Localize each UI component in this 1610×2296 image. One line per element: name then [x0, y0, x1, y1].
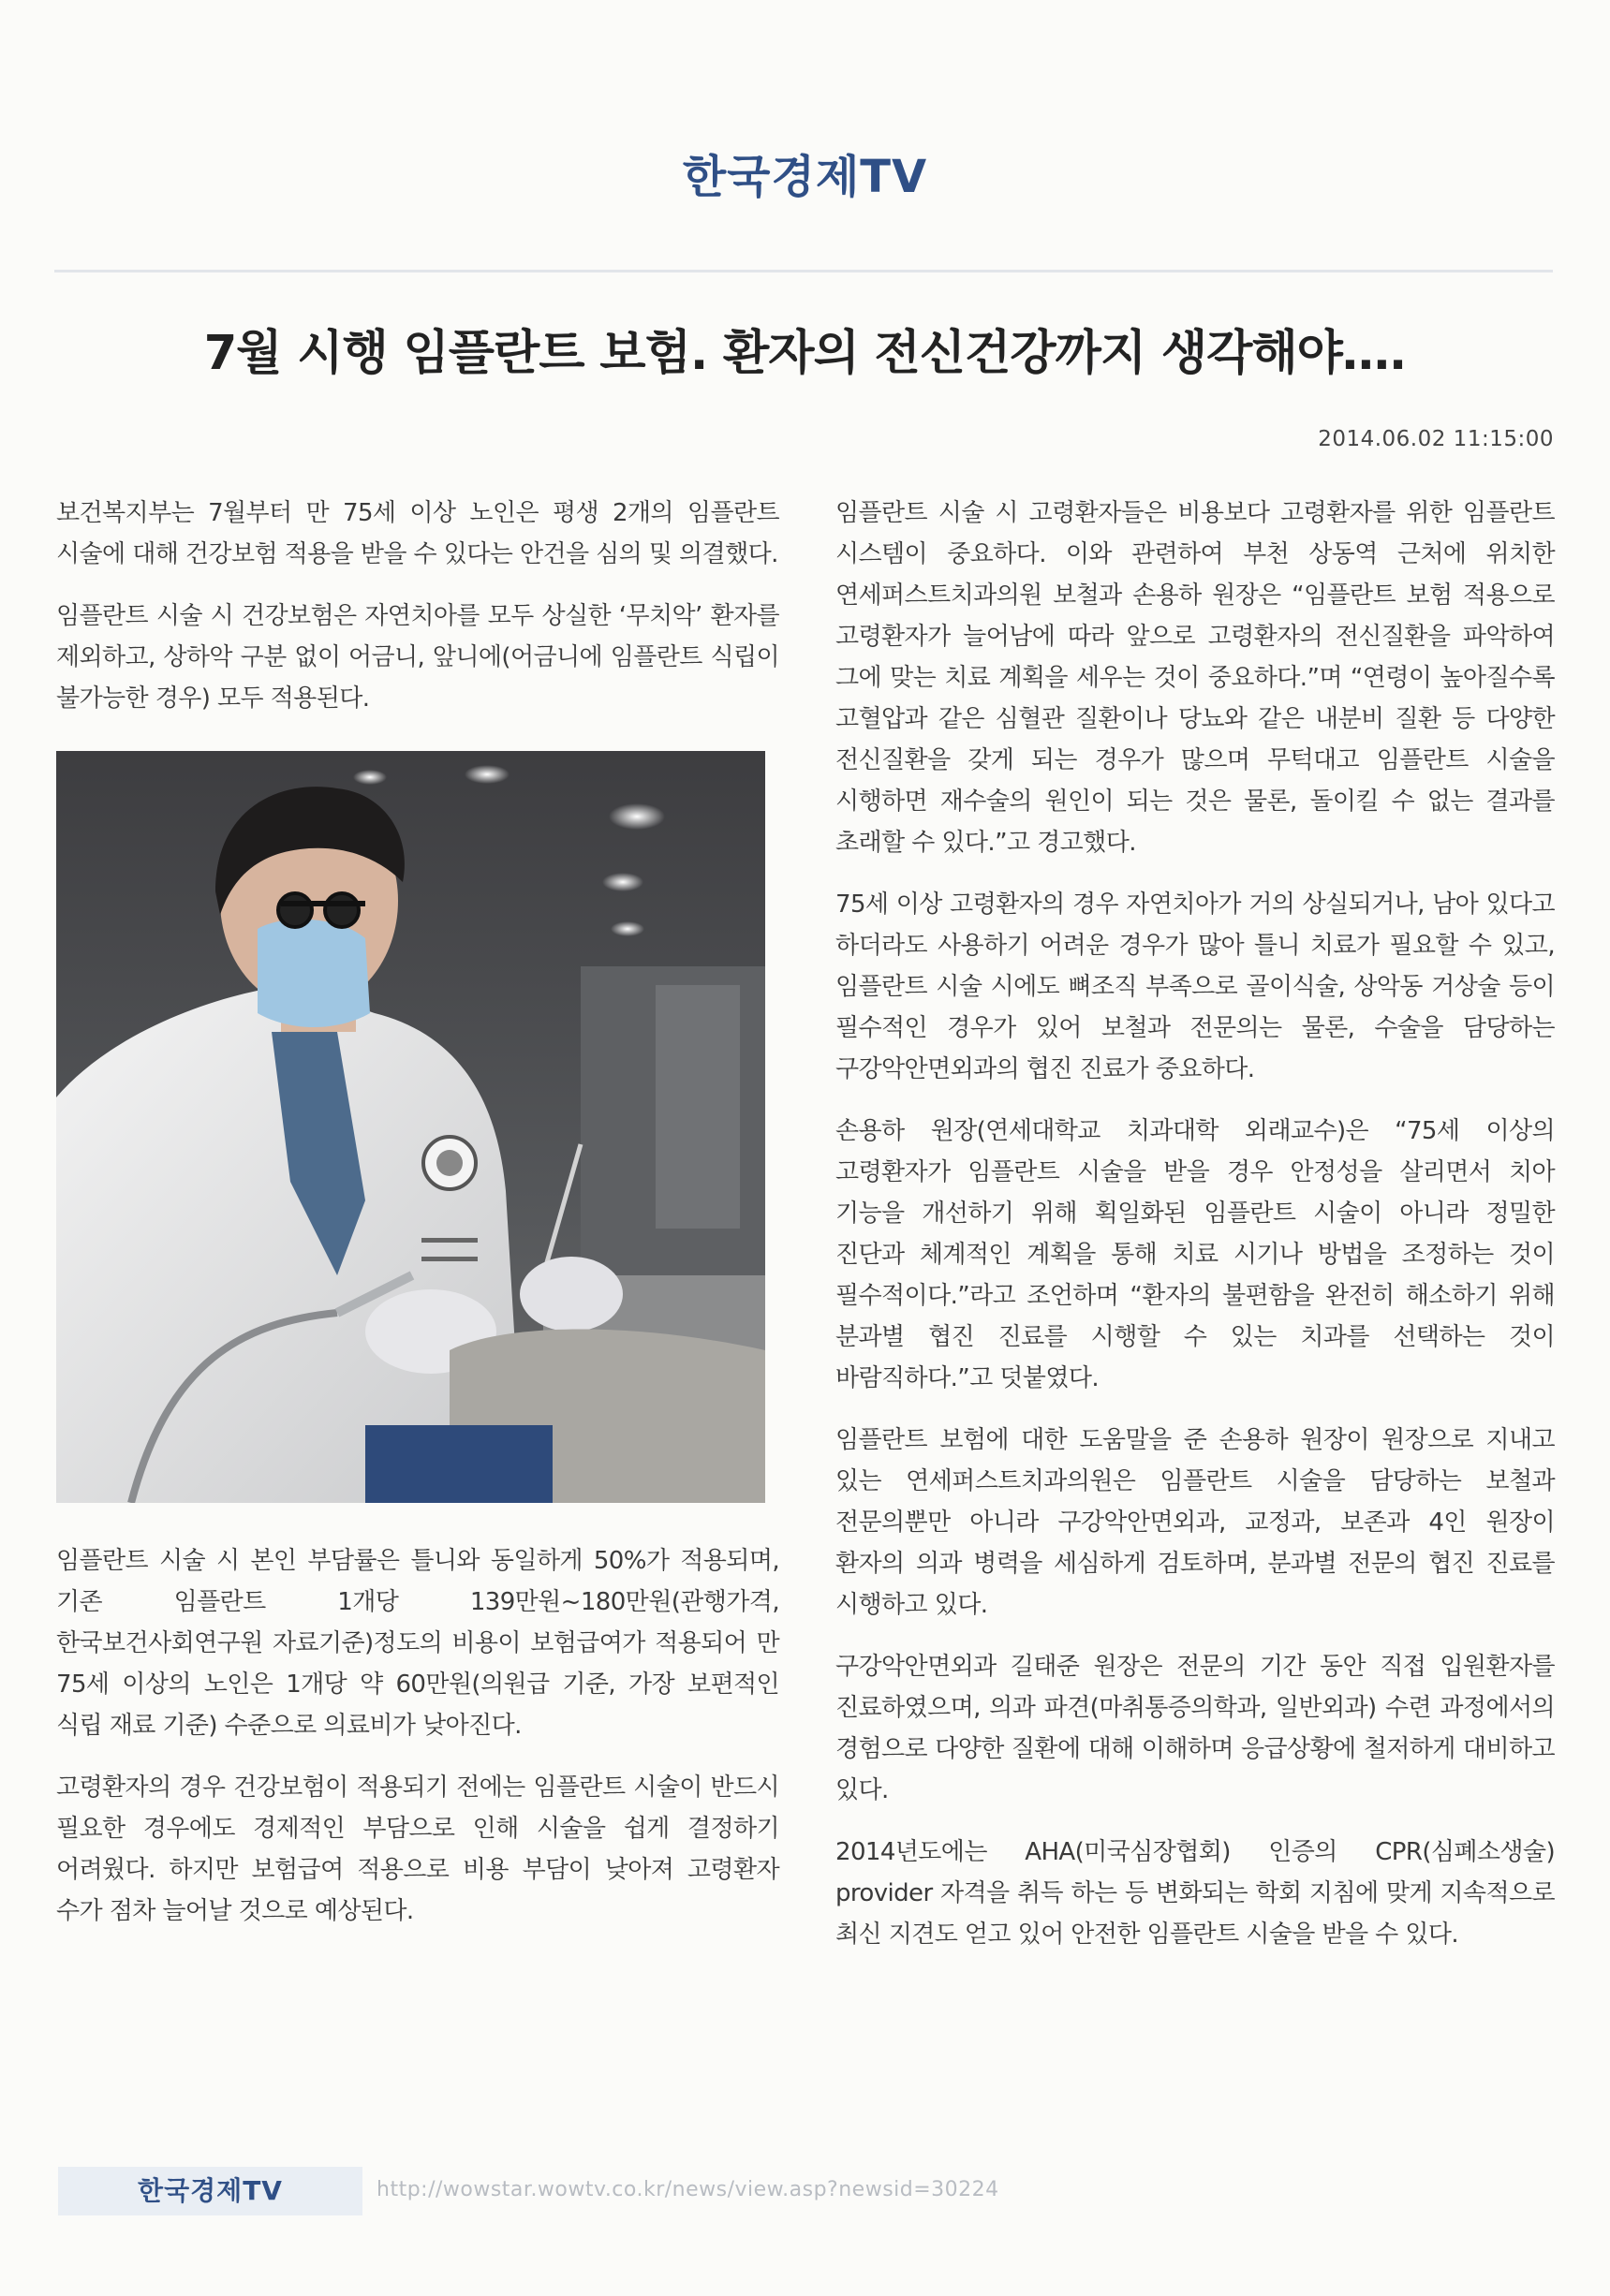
paragraph: 임플란트 시술 시 고령환자들은 비용보다 고령환자를 위한 임플란트 시스템이 중요하다. 이와 관련하여 부천 상동역 근처에 위치한 연세퍼스트치과의원 보철과 손용하 원장은 “임플란트 보험 적용으로 고령환자가 늘어남에 따라 앞으로 고령환자의 전신질환을 파악하여 그에 맞는 치료 계획을 세우는 것이 중요하다.”며 “연령이 높아질수록 고혈압과 같은 심혈관 질환이나 당뇨와 같은 내분비 질환 등 다양한 전신질환을 갖게 되는 경우가 많으며 무턱대고 임플란트 시술을 시행하면 재수술의 원인이 되는 것은 물론, 돌이킬 수 없는 결과를 초래할 수 있다.”고 경고했다.: [835, 499, 1555, 857]
paragraph: 75세 이상 고령환자의 경우 자연치아가 거의 상실되거나, 남아 있다고 하더라도 사용하기 어려운 경우가 많아 틀니 치료가 필요할 수 있고, 임플란트 시술 시에도 뼈조직 부족으로 골이식술, 상악동 거상술 등이 필수적인 경우가 있어 보철과 전문의는 물론, 수술을 담당하는 구강악안면외과의 협진 진료가 중요하다.: [835, 890, 1555, 1083]
article-datetime: 2014.06.02 11:15:00: [1318, 427, 1554, 451]
masthead-logo: 한국경제TV: [682, 151, 928, 203]
right-column: [835, 493, 1555, 1976]
paragraph: 임플란트 시술 시 본인 부담률은 틀니와 동일하게 50%가 적용되며, 기존 임플란트 1개당 139만원~180만원(관행가격, 한국보건사회연구원 자료기준)정도의 비용이 보험급여가 적용되어 만 75세 이상의 노인은 1개당 약 60만원(의원급 기준, 가장 보편적인 식립 재료 기준) 수준으로 의료비가 낮아진다.: [56, 1547, 779, 1740]
paragraph: 손용하 원장(연세대학교 치과대학 외래교수)은 “75세 이상의 고령환자가 임플란트 시술을 받을 경우 안정성을 살리면서 치아 기능을 개선하기 위해 획일화된 임플란트 시술이 아니라 정밀한 진단과 체계적인 계획을 통해 치료 시기나 방법을 조정하는 것이 필수적이다.”라고 조언하며 “환자의 불편함을 완전히 해소하기 위해 분과별 협진 진료를 시행할 수 있는 치과를 선택하는 것이 바람직하다.”고 덧붙였다.: [835, 1117, 1555, 1392]
left-column: [56, 493, 779, 1952]
paragraph: 보건복지부는 7월부터 만 75세 이상 노인은 평생 2개의 임플란트 시술에 대해 건강보험 적용을 받을 수 있다는 안건을 심의 및 의결했다.: [56, 499, 779, 568]
dentist-photo: [56, 751, 765, 1503]
dentist-illustration: [56, 751, 765, 1503]
paragraph: 2014년도에는 AHA(미국심장협회) 인증의 CPR(심폐소생술) provider 자격을 취득 하는 등 변화되는 학회 지침에 맞게 지속적으로 최신 지견도 얻고 있어 안전한 임플란트 시술을 받을 수 있다.: [835, 1838, 1555, 1949]
paragraph: 임플란트 보험에 대한 도움말을 준 손용하 원장이 원장으로 지내고 있는 연세퍼스트치과의원은 임플란트 시술을 담당하는 보철과 전문의뿐만 아니라 구강악안면외과, 교정과, 보존과 4인 원장이 환자의 의과 병력을 세심하게 검토하며, 분과별 전문의 협진 진료를 시행하고 있다.: [835, 1426, 1555, 1619]
paragraph: 구강악안면외과 길태준 원장은 전문의 기간 동안 직접 입원환자를 진료하였으며, 의과 파견(마취통증의학과, 일반외과) 수련 과정에서의 경험으로 다양한 질환에 대해 이해하며 응급상황에 철저하게 대비하고 있다.: [835, 1653, 1555, 1804]
paragraph: 고령환자의 경우 건강보험이 적용되기 전에는 임플란트 시술이 반드시 필요한 경우에도 경제적인 부담으로 인해 시술을 쉽게 결정하기 어려웠다. 하지만 보험급여 적용으로 비용 부담이 낮아져 고령환자 수가 점차 늘어날 것으로 예상된다.: [56, 1774, 779, 1925]
paragraph: 임플란트 시술 시 건강보험은 자연치아를 모두 상실한 ‘무치악’ 환자를 제외하고, 상하악 구분 없이 어금니, 앞니에(어금니에 임플란트 식립이 불가능한 경우) 모두 적용된다.: [56, 602, 779, 713]
footer-logo: 한국경제TV: [58, 2167, 362, 2215]
article-headline: 7월 시행 임플란트 보험. 환자의 전신건강까지 생각해야….: [203, 326, 1407, 381]
footer-source-link[interactable]: http://wowstar.wowtv.co.kr/news/view.asp?newsid=30224: [377, 2178, 999, 2201]
header-divider: [54, 270, 1553, 272]
